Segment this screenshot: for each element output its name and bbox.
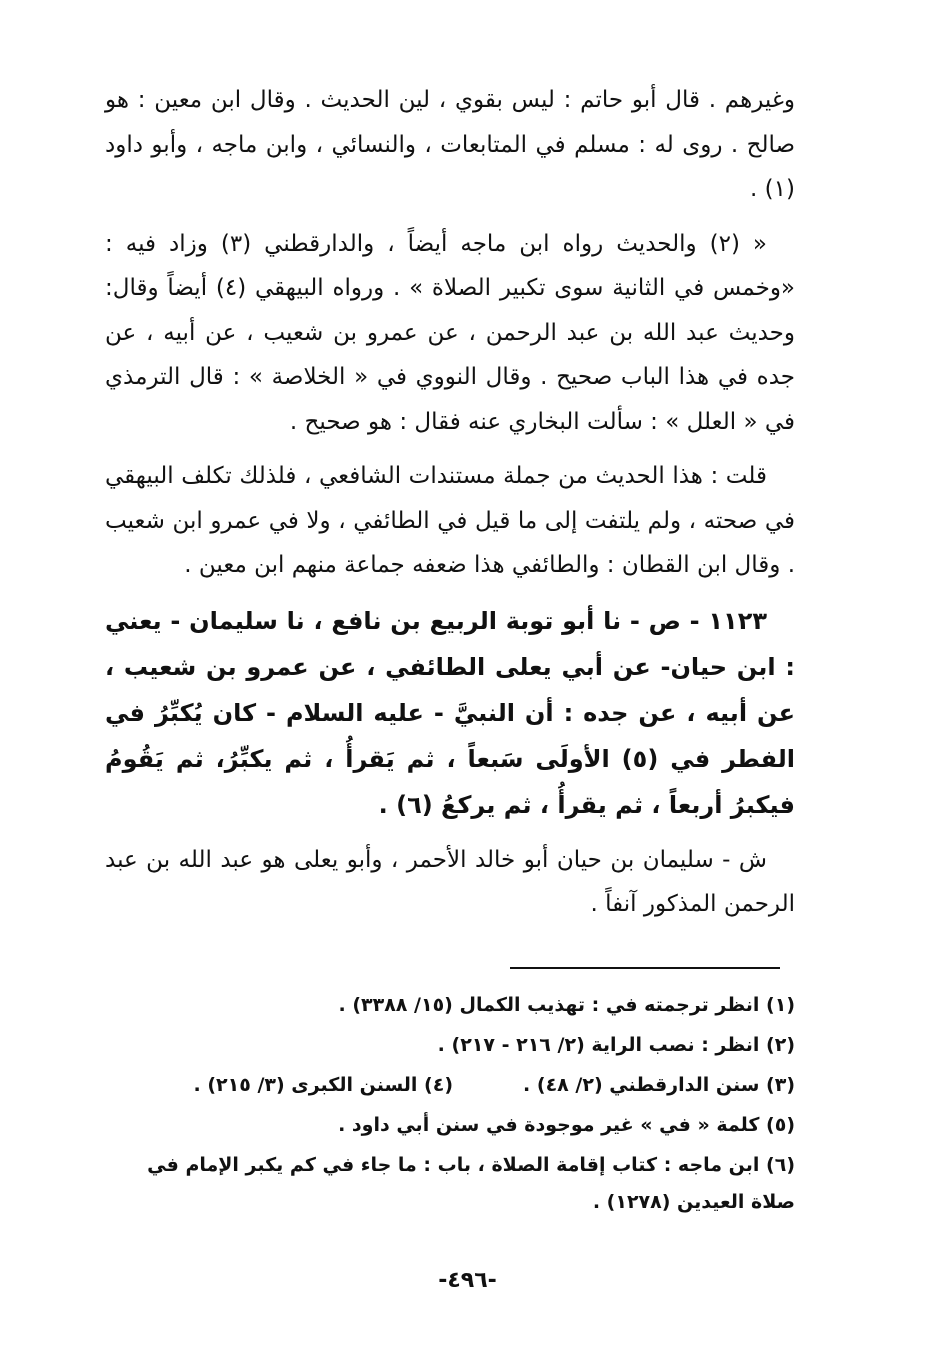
paragraph-3: قلت : هذا الحديث من جملة مستندات الشافعي ، فلذلك تكلف البيهقي في صحته ، ولم يلتفت إلى ما قيل في الطائفي ، ولا في عمرو ابن شعيب . وقال ابن القطان : والطائفي هذا ضعفه جماعة منهم ابن معين .: [105, 463, 795, 578]
footnote-4: (٤) السنن الكبرى (٣/ ٢١٥) .: [193, 1074, 454, 1096]
footnotes: [105, 987, 795, 1224]
hadith-text: ١١٢٣ - ص - نا أبو توبة الربيع بن نافع ، نا سليمان - يعني : ابن حيان- عن أبي يعلى الطائفي ، عن عمرو بن شعيب ، عن أبيه ، عن جده : أن النبيَّ - عليه السلام - كان يُكبِّرُ في الفطر في (٥) الأولَى سَبعاً ، ثم يَقرأُ ، ثم يكبِّرُ، ثم يَقُومُ فيكبرُ أربعاً ، ثم يقرأُ ، ثم يركعُ (٦) .: [105, 606, 795, 819]
footnote-2: (٢) انظر : نصب الراية (٢/ ٢١٦ - ٢١٧) .: [437, 1034, 795, 1056]
page-number: -٤٩٦-: [438, 1268, 497, 1293]
main-text: [105, 78, 795, 937]
footnote-row-3-4: [105, 1067, 795, 1104]
footnote-separator: [510, 967, 780, 969]
footnote-3: (٣) سنن الدارقطني (٢/ ٤٨) .: [523, 1074, 795, 1096]
footnote-1: (١) انظر ترجمته في : تهذيب الكمال (١٥/ ٣٣٨٨) .: [338, 994, 795, 1016]
paragraph-2: « (٢) والحديث رواه ابن ماجه أيضاً ، والدارقطني (٣) وزاد فيه : «وخمس في الثانية سوى تكبير الصلاة » . ورواه البيهقي (٤) أيضاً وقال: وحديث عبد الله بن عبد الرحمن ، عن عمرو بن شعيب ، عن أبيه ، عن جده في هذا الباب صحيح . وقال النووي في « الخلاصة » : قال الترمذي في « العلل » : سألت البخاري عنه فقال : هو صحيح .: [105, 230, 795, 435]
footnote-6: (٦) ابن ماجه : كتاب إقامة الصلاة ، باب : ما جاء في كم يكبر الإمام في صلاة العيدين (١٢٧٨) .: [147, 1154, 795, 1213]
footnote-5: (٥) كلمة « في » غير موجودة في سنن أبي داود .: [338, 1114, 795, 1136]
paragraph-5: ش - سليمان بن حيان أبو خالد الأحمر ، وأبو يعلى هو عبد الله بن عبد الرحمن المذكور آنفاً .: [105, 846, 795, 917]
paragraph-1: وغيرهم . قال أبو حاتم : ليس بقوي ، لين الحديث . وقال ابن معين : هو صالح . روى له : مسلم في المتابعات ، والنسائي ، وابن ماجه ، وأبو داود (١) .: [105, 87, 795, 202]
